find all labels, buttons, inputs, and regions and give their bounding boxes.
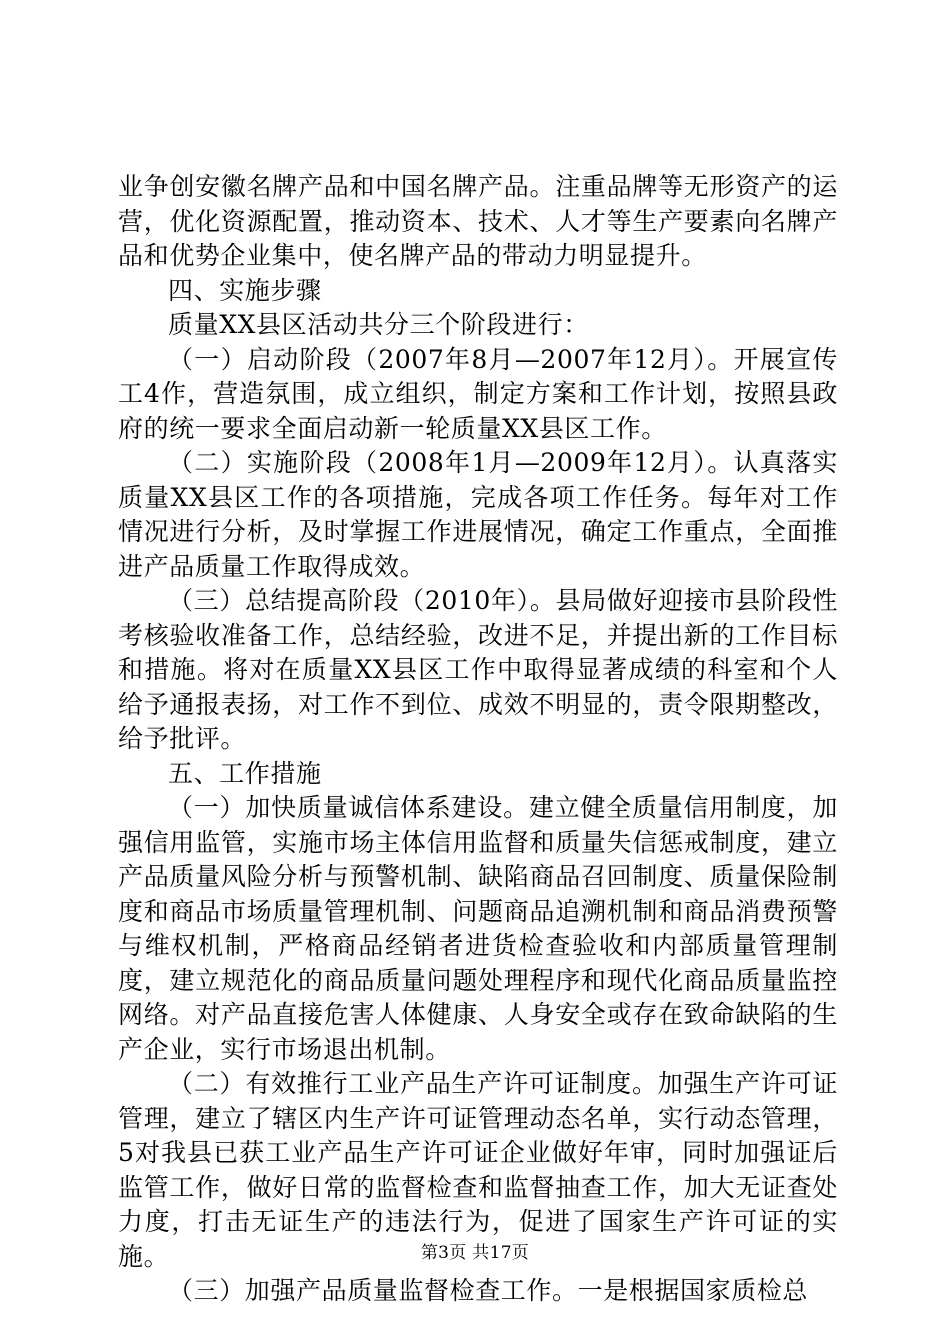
paragraph-measure-production-license: （二）有效推行工业产品生产许可证制度。加强生产许可证管理，建立了辖区内生产许可证管理动态名单，实行动态管理，5对我县已获工业产品生产许可证企业做好年审，同时加强证后监管工作，做好日常的监督检查和监督抽查工作，加大无证查处力度，打击无证生产的违法行为，促进了国家生产许可证的实施。 [118,1069,838,1271]
paragraph-measure-credit-system: （一）加快质量诚信体系建设。建立健全质量信用制度，加强信用监管，实施市场主体信用监督和质量失信惩戒制度，建立产品质量风险分析与预警机制、缺陷商品召回制度、质量保险制度和商品市场质量管理机制、问题商品追溯机制和商品消费预警与维权机制，严格商品经销者进货检查验收和内部质量管理制度，建立规范化的商品质量问题处理程序和现代化商品质量监控网络。对产品直接危害人体健康、人身安全或存在致命缺陷的生产企业，实行市场退出机制。 [118,793,838,1064]
paragraph-stage-implementation: （二）实施阶段（2008年1月—2009年12月）。认真落实质量XX县区工作的各项措施，完成各项工作任务。每年对工作情况进行分析，及时掌握工作进展情况，确定工作重点，全面推进产品质量工作取得成效。 [118,448,838,581]
page-number-footer: 第3页 共17页 [420,1243,530,1263]
paragraph-continuation: 业争创安徽名牌产品和中国名牌产品。注重品牌等无形资产的运营，优化资源配置，推动资本、技术、人才等生产要素向名牌产品和优势企业集中，使名牌产品的带动力明显提升。 [118,172,838,270]
paragraph-stage-launch: （一）启动阶段（2007年8月—2007年12月）。开展宣传工4作，营造氛围，成立组织，制定方案和工作计划，按照县政府的统一要求全面启动新一轮质量XX县区工作。 [118,344,838,443]
document-body [118,170,838,1309]
section-heading-implementation-steps: 四、实施步骤 [168,275,322,305]
section-heading-work-measures: 五、工作措施 [168,758,322,788]
paragraph-measure-quality-inspection: （三）加强产品质量监督检查工作。一是根据国家质检总 [168,1276,809,1305]
paragraph-stage-summary: （三）总结提高阶段（2010年）。县局做好迎接市县阶段性考核验收准备工作，总结经验，改进不足，并提出新的工作目标和措施。将对在质量XX县区工作中取得显著成绩的科室和个人给予通报表扬，对工作不到位、成效不明显的，责令限期整改，给予批评。 [118,586,838,753]
paragraph-stages-intro: 质量XX县区活动共分三个阶段进行： [168,310,589,339]
